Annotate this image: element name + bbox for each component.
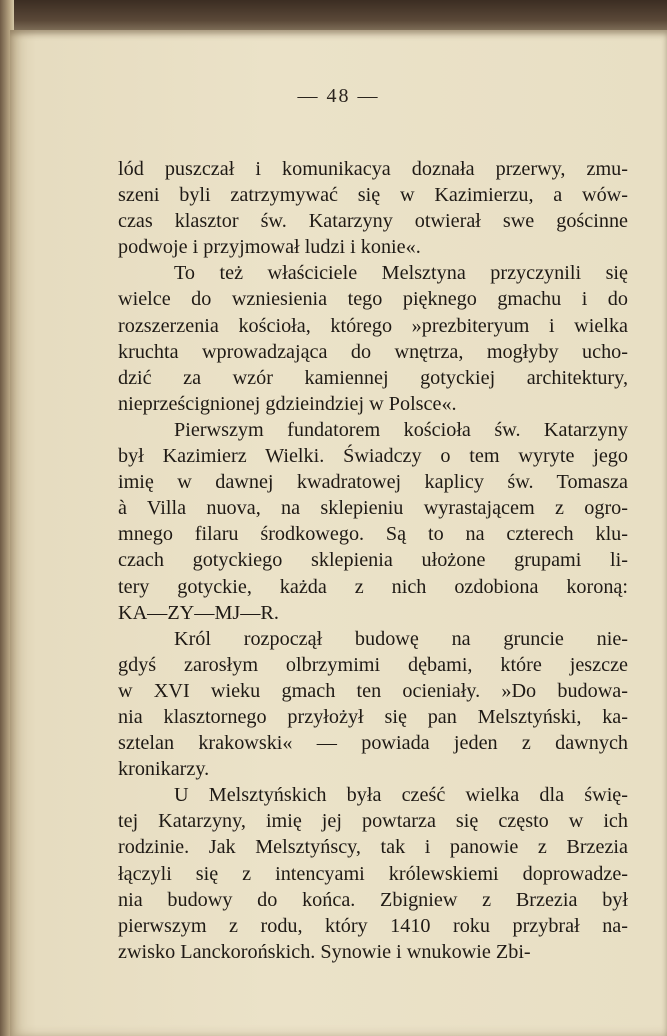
text-line: à Villa nuova, na sklepieniu wyrastającem z ogro- (118, 497, 628, 520)
text-line: imię w dawnej kwadratowej kaplicy św. Tomasza (118, 471, 628, 494)
text-line: tery gotyckie, każda z nich ozdobiona koroną: (118, 575, 628, 598)
text-line: Pierwszym fundatorem kościoła św. Katarzyny (174, 418, 628, 441)
text-line: lód puszczał i komunikacya doznała przerwy, zmu- (118, 158, 628, 180)
page-number: — 48 — (297, 85, 380, 107)
text-line: nieprześcignionej gdzieindziej w Polsce«. (118, 392, 457, 415)
text-line: nia budowy do końca. Zbigniew z Brzezia był (118, 888, 628, 911)
text-line: To też właściciele Melsztyna przyczynili się (174, 262, 628, 285)
text-line: KA—ZY—MJ—R. (118, 601, 279, 624)
body-text (118, 156, 628, 965)
text-line: gdyś zarosłym olbrzymimi dębami, które jeszcze (118, 653, 628, 676)
text-line: wielce do wzniesienia tego pięknego gmachu i do (118, 288, 628, 311)
text-line: czas klasztor św. Katarzyny otwierał swe gościnne (118, 210, 628, 233)
text-line: tej Katarzyny, imię jej powtarza się często w ich (118, 810, 628, 833)
text-line: podwoje i przyjmował ludzi i konie«. (118, 236, 421, 259)
text-line: łączyli się z intencyami królewskiemi doprowadze- (118, 862, 628, 885)
text-line: mnego filaru środkowego. Są to na czterech klu- (118, 523, 628, 546)
text-line: Król rozpoczął budowę na gruncie nie- (174, 627, 628, 650)
text-line: rodzinie. Jak Melsztyńscy, tak i panowie z Brzezia (118, 836, 628, 859)
text-line: kruchta wprowadzająca do wnętrza, mogłyby ucho- (118, 340, 628, 363)
book-top-edge (0, 0, 667, 34)
text-line: zwisko Lanckorońskich. Synowie i wnukowie Zbi- (118, 940, 531, 963)
text-line: czach gotyckiego sklepienia ułożone grupami li- (118, 549, 628, 572)
text-line: kronikarzy. (118, 758, 210, 781)
text-line: był Kazimierz Wielki. Świadczy o tem wyryte jego (118, 445, 628, 468)
text-line: sztelan krakowski« — powiada jeden z dawnych (118, 732, 628, 755)
text-line: w XVI wieku gmach ten ocieniały. »Do budowa- (118, 679, 628, 702)
text-line: szeni byli zatrzymywać się w Kazimierzu, a wów- (118, 184, 628, 207)
text-line: pierwszym z rodu, który 1410 roku przybrał na- (118, 914, 628, 937)
text-line: dzić za wzór kamiennej gotyckiej architektury, (118, 366, 628, 389)
text-line: nia klasztornego przyłożył się pan Melsztyński, ka- (118, 705, 628, 728)
book-page (10, 30, 667, 1036)
text-line: U Melsztyńskich była cześć wielka dla świę- (174, 784, 628, 807)
text-line: rozszerzenia kościoła, którego »prezbiteryum i wielka (118, 314, 628, 337)
